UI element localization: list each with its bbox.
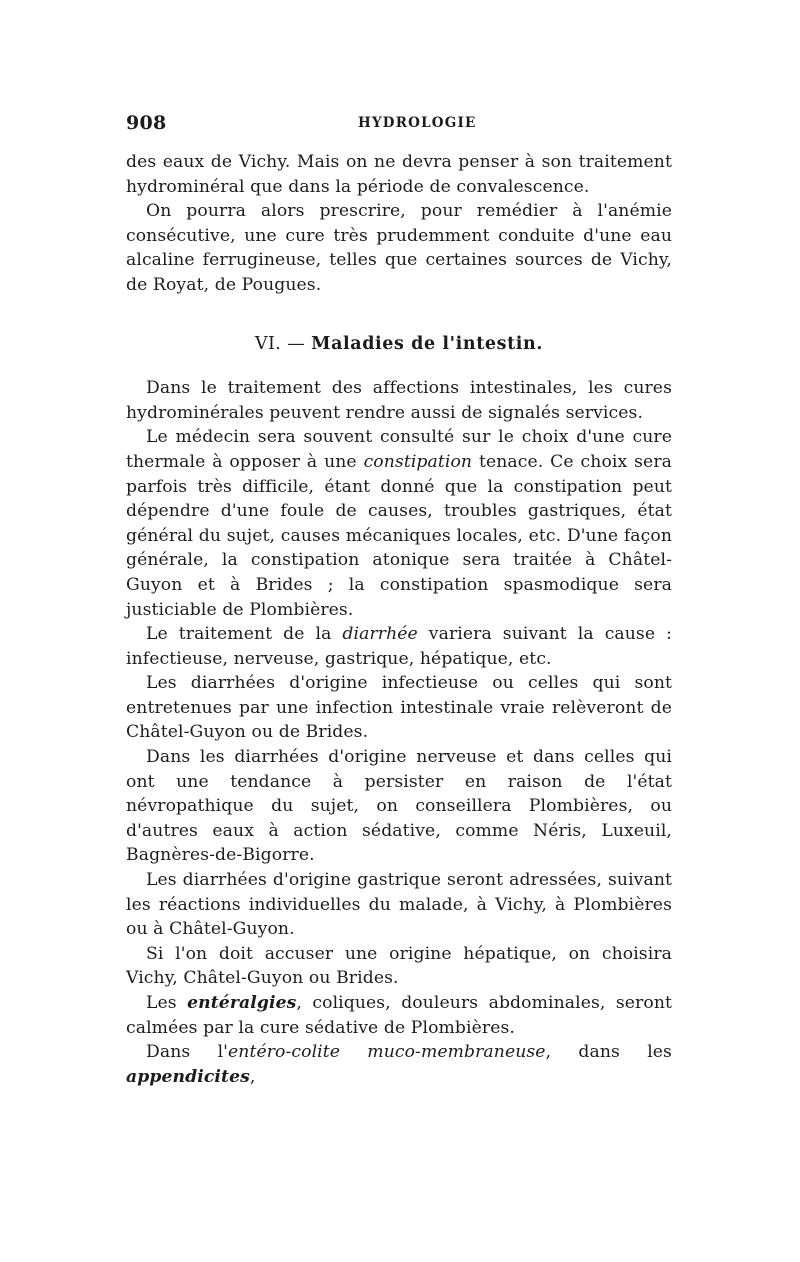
page-number: 908 [126,112,167,134]
paragraph-11-text-b: , dans les [545,1042,672,1063]
paragraph-5 [126,622,672,671]
paragraph-2: On pourra alors prescrire, pour remédier à l'anémie consécutive, une cure très prudemment conduite d'une eau alcaline ferrugineuse, telles que certaines sources de Vichy, de Royat, de Pougues. [126,201,672,295]
emphasis-appendicites: appendicites [126,1066,250,1087]
body-text [126,150,672,1089]
paragraph-5-text-b: variera suivant la cause : infectieuse, nerveuse, gastrique, hépatique, etc. [126,624,672,669]
running-title: HYDROLOGIE [358,115,477,131]
paragraph-3: Dans le traitement des affections intestinales, les cures hydrominérales peuvent rendre aussi de signalés services. [126,378,672,423]
emphasis-constipation: constipation [363,451,473,472]
section-title: Maladies de l'intestin. [311,333,544,354]
paragraph-1: des eaux de Vichy. Mais on ne devra penser à son traitement hydrominéral que dans la période de convalescence. [126,152,672,197]
paragraph-6: Les diarrhées d'origine infectieuse ou celles qui sont entretenues par une infection intestinale vraie relèveront de Châtel-Guyon ou de Brides. [126,673,672,743]
emphasis-enteralgies: entéralgies [187,993,297,1013]
paragraph-8: Les diarrhées d'origine gastrique seront adressées, suivant les réactions individuelles du malade, à Vichy, à Plombières ou à Châtel-Guyon. [126,870,672,940]
emphasis-diarrhee: diarrhée [342,624,418,645]
paragraph-7: Dans les diarrhées d'origine nerveuse et dans celles qui ont une tendance à persister en raison de l'état névropathique du sujet, on conseillera Plombières, ou d'autres eaux à action sédative, comme Néris, Luxeuil, Bagnères-de-Bigorre. [126,747,672,866]
paragraph-11-text-c: , [249,1066,256,1087]
paragraph-10-text-b: , coliques, douleurs abdominales, seront calmées par la cure sédative de Plombières. [126,993,672,1038]
paragraph-4-text-a: Le médecin sera souvent consulté sur le choix d'une cure thermale à opposer à une [126,427,672,472]
paragraph-4-text-b: tenace. Ce choix sera parfois très difficile, étant donné que la constipation peut dépendre d'une foule de causes, troubles gastriques, état général du sujet, causes mécaniques locales, etc. D'une façon générale, la constipation atonique sera traitée à Châtel-Guyon et à Brides ; la constipation spasmodique sera justiciable de Plombières. [126,451,672,620]
paragraph-11-text-a: Dans l' [146,1042,228,1063]
paragraph-10-text-a: Les [146,993,188,1013]
paragraph-5-text-a: Le traitement de la [146,624,343,645]
section-number: VI. — [254,333,306,354]
page-header [126,112,672,136]
section-heading [126,332,672,357]
paragraph-11 [126,1040,672,1089]
paragraph-4 [126,425,672,622]
emphasis-entero-colite: entéro-colite muco-membraneuse [228,1042,546,1063]
paragraph-9: Si l'on doit accuser une origine hépatique, on choisira Vichy, Châtel-Guyon ou Brides. [126,943,672,989]
paragraph-10 [126,991,672,1040]
